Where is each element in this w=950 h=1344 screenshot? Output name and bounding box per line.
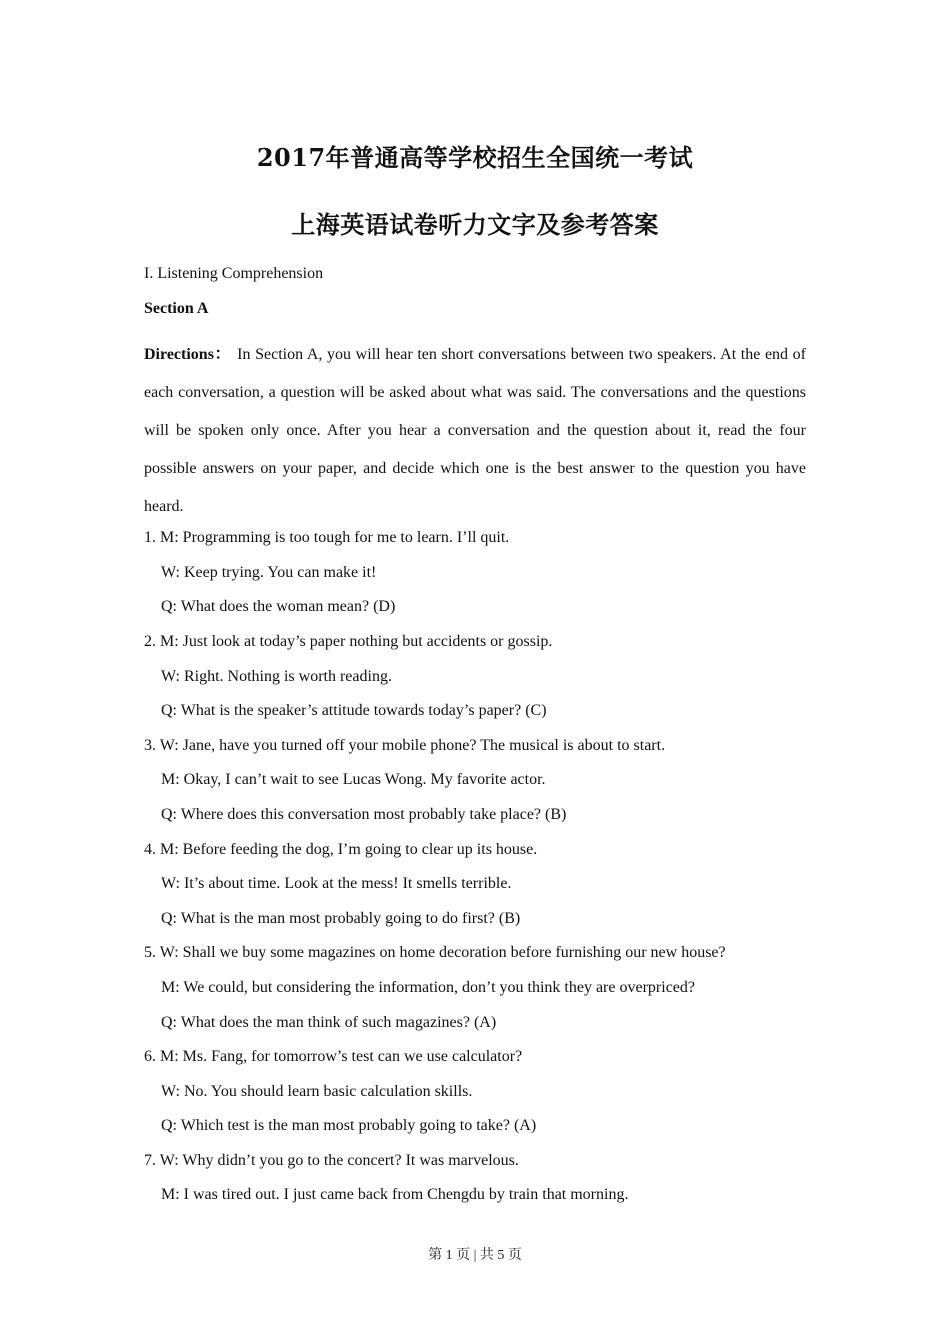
conversation-6-line-1: 6. M: Ms. Fang, for tomorrow’s test can we use calculator? (144, 1048, 523, 1066)
conversation-1-question: Q: What does the woman mean? (D) (161, 598, 396, 616)
directions-text: In Section A, you will hear ten short conversations between two speakers. At the end of each conversation, a question will be asked about what was said. The conversations and the questions will be spoken only once. After you hear a conversation and the question about it, read the four possible answers on your paper, and decide which one is the best answer to the question you have heard. (144, 346, 806, 516)
directions-label: Directions： (144, 346, 232, 364)
conversation-5-line-2: M: We could, but considering the information, don’t you think they are overpriced? (161, 978, 695, 996)
directions-paragraph (144, 336, 806, 526)
conversation-4-line-1: 4. M: Before feeding the dog, I’m going to clear up its house. (144, 840, 538, 858)
conversation-list (144, 526, 806, 1218)
page-footer: 第 1 页 | 共 5 页 (428, 1248, 522, 1263)
conversation-3-question: Q: Where does this conversation most probably take place? (B) (161, 805, 567, 823)
document-title: 2017年普通高等学校招生全国统一考试 (256, 143, 694, 172)
document-body (144, 262, 806, 1218)
conversation-7-line-1: 7. W: Why didn’t you go to the concert? It was marvelous. (144, 1151, 519, 1169)
conversation-5-line-1: 5. W: Shall we buy some magazines on home decoration before furnishing our new house? (144, 944, 726, 962)
conversation-2-line-2: W: Right. Nothing is worth reading. (161, 667, 392, 685)
conversation-3-line-2: M: Okay, I can’t wait to see Lucas Wong. My favorite actor. (161, 771, 546, 789)
conversation-3-line-1: 3. W: Jane, have you turned off your mobile phone? The musical is about to start. (144, 736, 666, 754)
conversation-4-question: Q: What is the man most probably going to do first? (B) (161, 909, 521, 927)
conversation-7-line-2: M: I was tired out. I just came back from Chengdu by train that morning. (161, 1186, 629, 1204)
conversation-6-question: Q: Which test is the man most probably going to take? (A) (161, 1117, 537, 1135)
conversation-6-line-2: W: No. You should learn basic calculation skills. (161, 1082, 473, 1100)
conversation-1-line-1: 1. M: Programming is too tough for me to learn. I’ll quit. (144, 529, 510, 547)
conversation-4-line-2: W: It’s about time. Look at the mess! It smells terrible. (161, 875, 512, 893)
conversation-5-question: Q: What does the man think of such magazines? (A) (161, 1013, 497, 1031)
conversation-1-line-2: W: Keep trying. You can make it! (161, 563, 377, 581)
conversation-2-line-1: 2. M: Just look at today’s paper nothing but accidents or gossip. (144, 632, 553, 650)
part-heading: I. Listening Comprehension (144, 265, 324, 282)
section-heading: Section A (144, 299, 209, 317)
document-subtitle: 上海英语试卷听力文字及参考答案 (291, 210, 659, 239)
conversation-2-question: Q: What is the speaker’s attitude towards today’s paper? (C) (161, 702, 547, 720)
